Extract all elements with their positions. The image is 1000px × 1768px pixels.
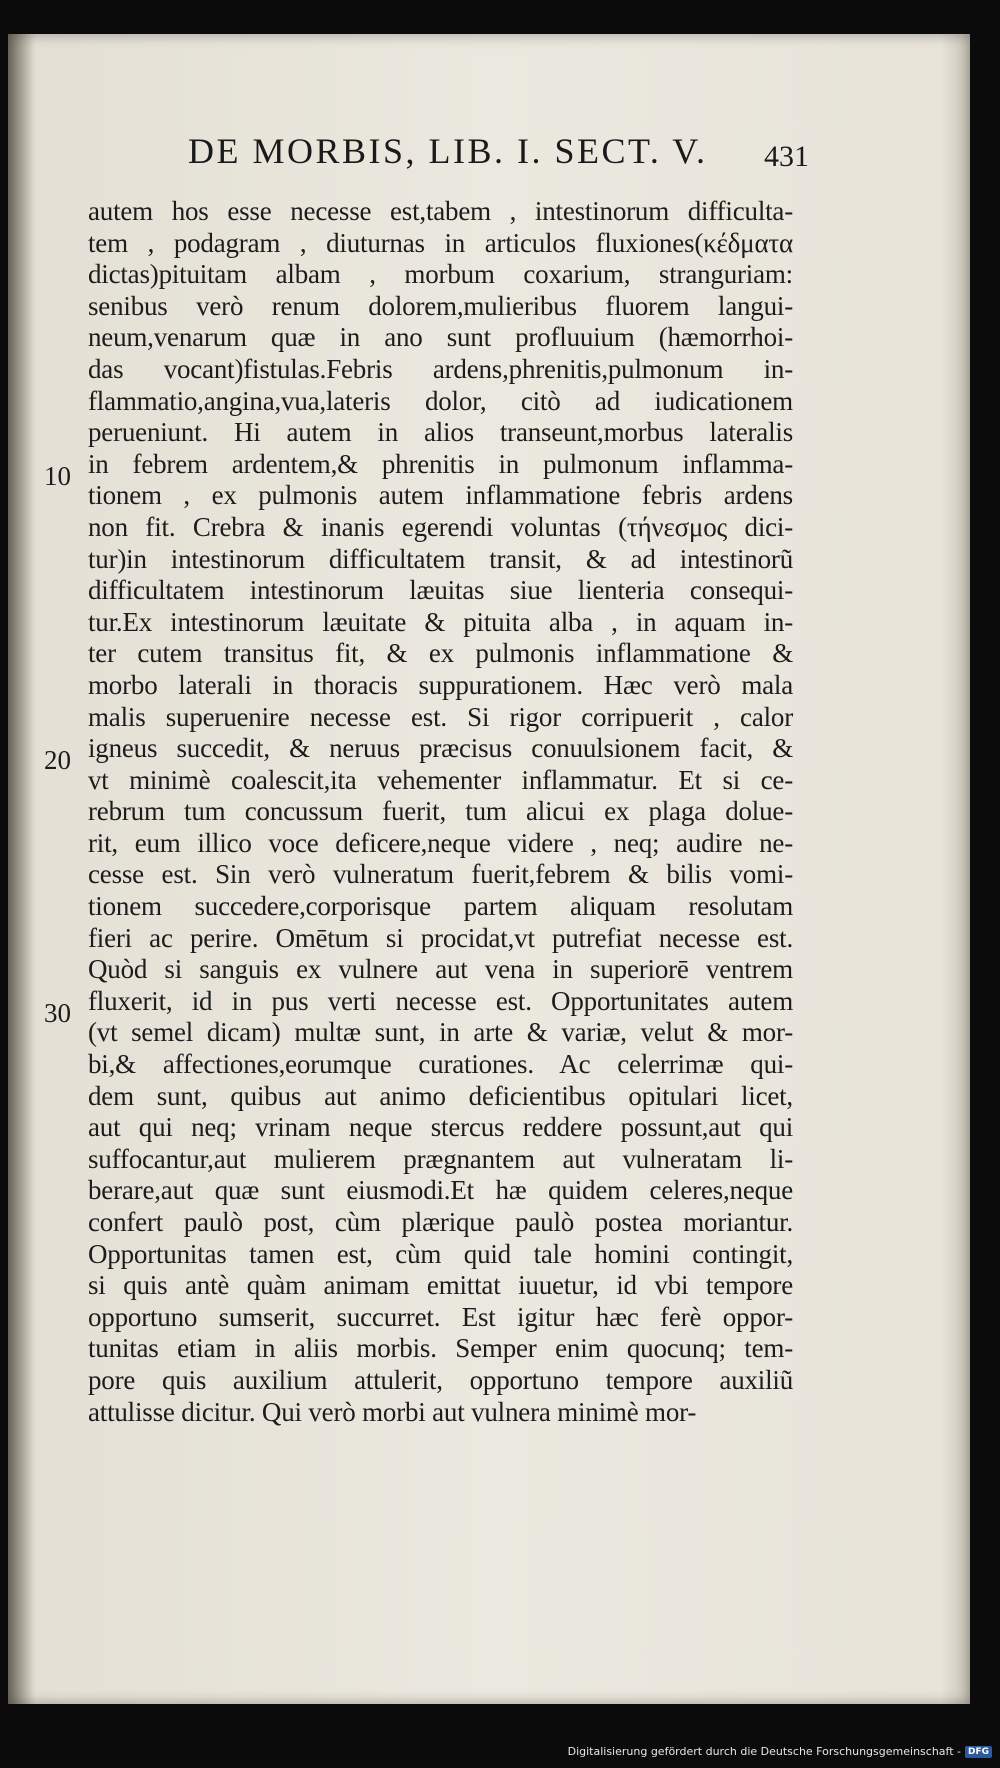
dfg-logo: DFG [965,1746,992,1758]
text-line: malis superuenire necesse est. Si rigor corripuerit , calor [88,701,793,732]
text-line: si quis antè quàm animam emittat iuuetur, id vbi tempore [88,1270,793,1301]
line-number-10: 10 [44,461,71,491]
text-line: tur)in intestinorum difficultatem transit, & ad intestinorũ [88,543,793,574]
text-line: flammatio,angina,vua,lateris dolor, citò ad iudicationem [88,385,793,416]
line-number-20: 20 [44,745,71,775]
text-line: vt minimè coalescit,ita vehementer inflammatur. Et si ce- [88,764,793,795]
text-line: tur.Ex intestinorum læuitate & pituita alba , in aquam in- [88,606,793,637]
page-number: 431 [764,140,809,173]
gutter-shadow [8,34,36,1704]
text-line: aut qui neq; vrinam neque stercus reddere possunt,aut qui [88,1112,793,1143]
running-head: DE MORBIS, LIB. I. SECT. V. [188,131,708,171]
text-line: senibus verò renum dolorem,mulieribus fluorem langui- [88,290,793,321]
text-line: tionem succedere,corporisque partem aliquam resolutam [88,891,793,922]
body-text [88,196,793,1428]
credit-text: Digitalisierung gefördert durch die Deutsche Forschungsgemeinschaft - [567,1745,961,1758]
text-line: fluxerit, id in pus verti necesse est. Opportunitates autem [88,985,793,1016]
text-line: in febrem ardentem,& phrenitis in pulmonum inflamma- [88,448,793,479]
digitization-credit [568,1745,992,1758]
text-line: berare,aut quæ sunt eiusmodi.Et hæ quidem celeres,neque [88,1175,793,1206]
text-line: igneus succedit, & neruus præcisus conuulsionem facit, & [88,733,793,764]
text-line: pore quis auxilium attulerit, opportuno tempore auxiliũ [88,1364,793,1395]
text-line: confert paulò post, cùm plærique paulò postea moriantur. [88,1207,793,1237]
text-line: rebrum tum concussum fuerit, tum alicui ex plaga dolue- [88,796,793,827]
text-line: autem hos esse necesse est,tabem , intestinorum difficulta- [88,196,793,226]
line-number-30: 30 [44,998,71,1028]
text-line: non fit. Crebra & inanis egerendi voluntas (τήνεσμος dici- [88,511,793,542]
text-line: rit, eum illico voce deficere,neque videre , neq; audire ne- [88,827,793,858]
text-line: dem sunt, quibus aut animo deficientibus opitulari licet, [88,1080,793,1111]
text-line: morbo laterali in thoracis suppurationem. Hæc verò mala [88,669,793,700]
text-line: suffocantur,aut mulierem prægnantem aut vulneratam li- [88,1143,793,1174]
book-page [8,34,970,1704]
text-line: difficultatem intestinorum læuitas siue lienteria consequi- [88,575,793,606]
text-line: Opportunitas tamen est, cùm quid tale homini contingit, [88,1238,793,1269]
text-line: opportuno sumserit, succurret. Est igitur hæc ferè oppor- [88,1301,793,1332]
text-line: ter cutem transitus fit, & ex pulmonis inflammatione & [88,638,793,669]
text-line: bi,& affectiones,eorumque curationes. Ac celerrimæ qui- [88,1049,793,1080]
text-line: perueniunt. Hi autem in alios transeunt,morbus lateralis [88,417,793,448]
text-line: neum,venarum quæ in ano sunt profluuium (hæmorrhoi- [88,322,793,353]
text-line: cesse est. Sin verò vulneratum fuerit,febrem & bilis vomi- [88,859,793,890]
text-line: tionem , ex pulmonis autem inflammatione febris ardens [88,480,793,511]
text-line: tem , podagram , diuturnas in articulos fluxiones(κέδματα [88,227,793,258]
text-line: attulisse dicitur. Qui verò morbi aut vulnera minimè mor- [88,1396,697,1427]
text-line: (vt semel dicam) multæ sunt, in arte & variæ, velut & mor- [88,1017,793,1048]
text-line: tunitas etiam in aliis morbis. Semper enim quocunq; tem- [88,1333,793,1364]
text-line: das vocant)fistulas.Febris ardens,phrenitis,pulmonum in- [88,353,793,384]
text-line: fieri ac perire. Omētum si procidat,vt putrefiat necesse est. [88,922,793,953]
text-line: Quòd si sanguis ex vulnere aut vena in superiorē ventrem [88,954,793,985]
text-line: dictas)pituitam albam , morbum coxarium, stranguriam: [88,259,793,290]
